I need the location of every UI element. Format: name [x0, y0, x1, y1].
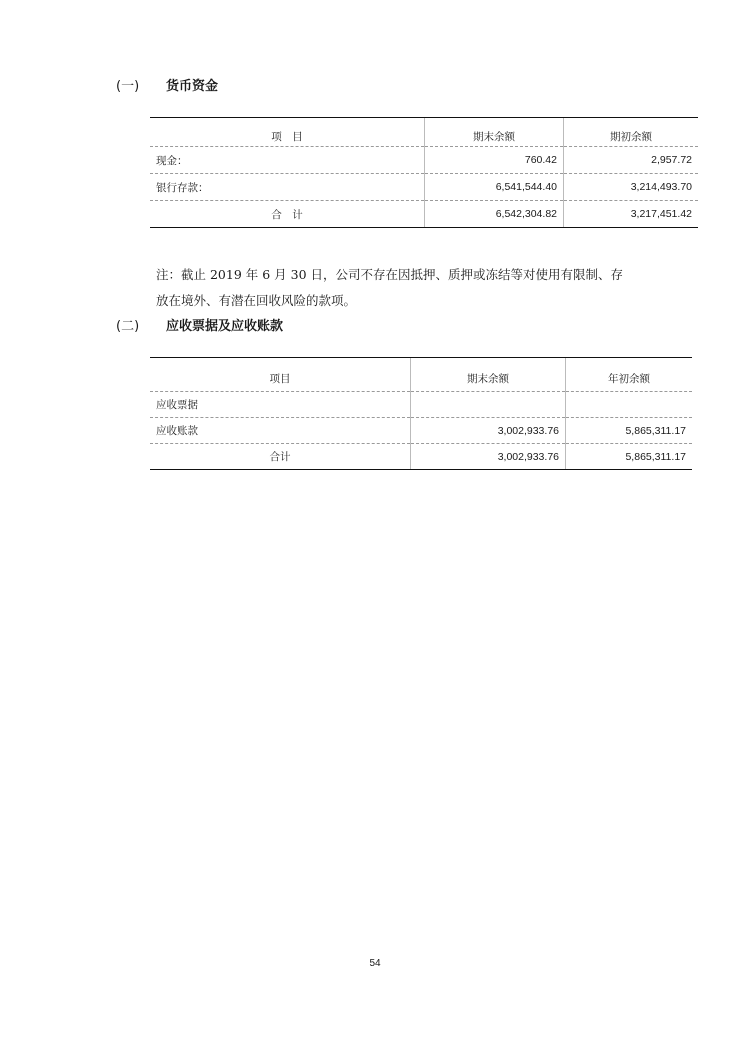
total-row [150, 444, 692, 470]
row-item: 应收账款 [150, 418, 411, 444]
table-row [150, 392, 692, 418]
row-item: 现金： [150, 147, 425, 174]
column-header-item: 项目 [150, 358, 411, 392]
column-header-end-balance: 期末余额 [411, 358, 566, 392]
column-header-end-balance: 期末余额 [425, 118, 564, 147]
table-header-row [150, 358, 692, 392]
note-line: 放在境外、有潜在回收风险的款项。 [156, 293, 357, 308]
section-number: (二) [116, 319, 140, 334]
section-heading-receivables [116, 315, 416, 335]
column-header-begin-balance: 期初余额 [564, 118, 699, 147]
total-label: 合计 [150, 444, 411, 470]
row-end-balance [411, 392, 566, 418]
note-line: 注：截止 2019 年 6 月 30 日，公司不存在因抵押、质押或冻结等对使用有限制、存 [156, 267, 624, 282]
row-begin-balance: 3,214,493.70 [564, 174, 699, 201]
total-row [150, 201, 698, 228]
column-header-item: 项 目 [150, 118, 425, 147]
section-title: 应收票据及应收账款 [166, 319, 284, 334]
row-begin-balance: 2,957.72 [564, 147, 699, 174]
row-end-balance: 6,541,544.40 [425, 174, 564, 201]
row-begin-balance [566, 392, 693, 418]
page-number: 54 [369, 958, 381, 969]
receivables-table [150, 357, 692, 470]
total-end-balance: 6,542,304.82 [425, 201, 564, 228]
section-heading-cash [116, 75, 416, 95]
total-label: 合 计 [150, 201, 425, 228]
table-row [150, 147, 698, 174]
row-item: 应收票据 [150, 392, 411, 418]
table-row [150, 418, 692, 444]
cash-note [156, 262, 656, 314]
total-end-balance: 3,002,933.76 [411, 444, 566, 470]
column-header-year-begin-balance: 年初余额 [566, 358, 693, 392]
total-begin-balance: 3,217,451.42 [564, 201, 699, 228]
row-item: 银行存款： [150, 174, 425, 201]
section-title: 货币资金 [166, 79, 219, 94]
row-end-balance: 3,002,933.76 [411, 418, 566, 444]
total-begin-balance: 5,865,311.17 [566, 444, 693, 470]
table-header-row [150, 118, 698, 147]
cash-table [150, 117, 698, 228]
table-row [150, 174, 698, 201]
row-begin-balance: 5,865,311.17 [566, 418, 693, 444]
section-number: (一) [116, 79, 140, 94]
row-end-balance: 760.42 [425, 147, 564, 174]
